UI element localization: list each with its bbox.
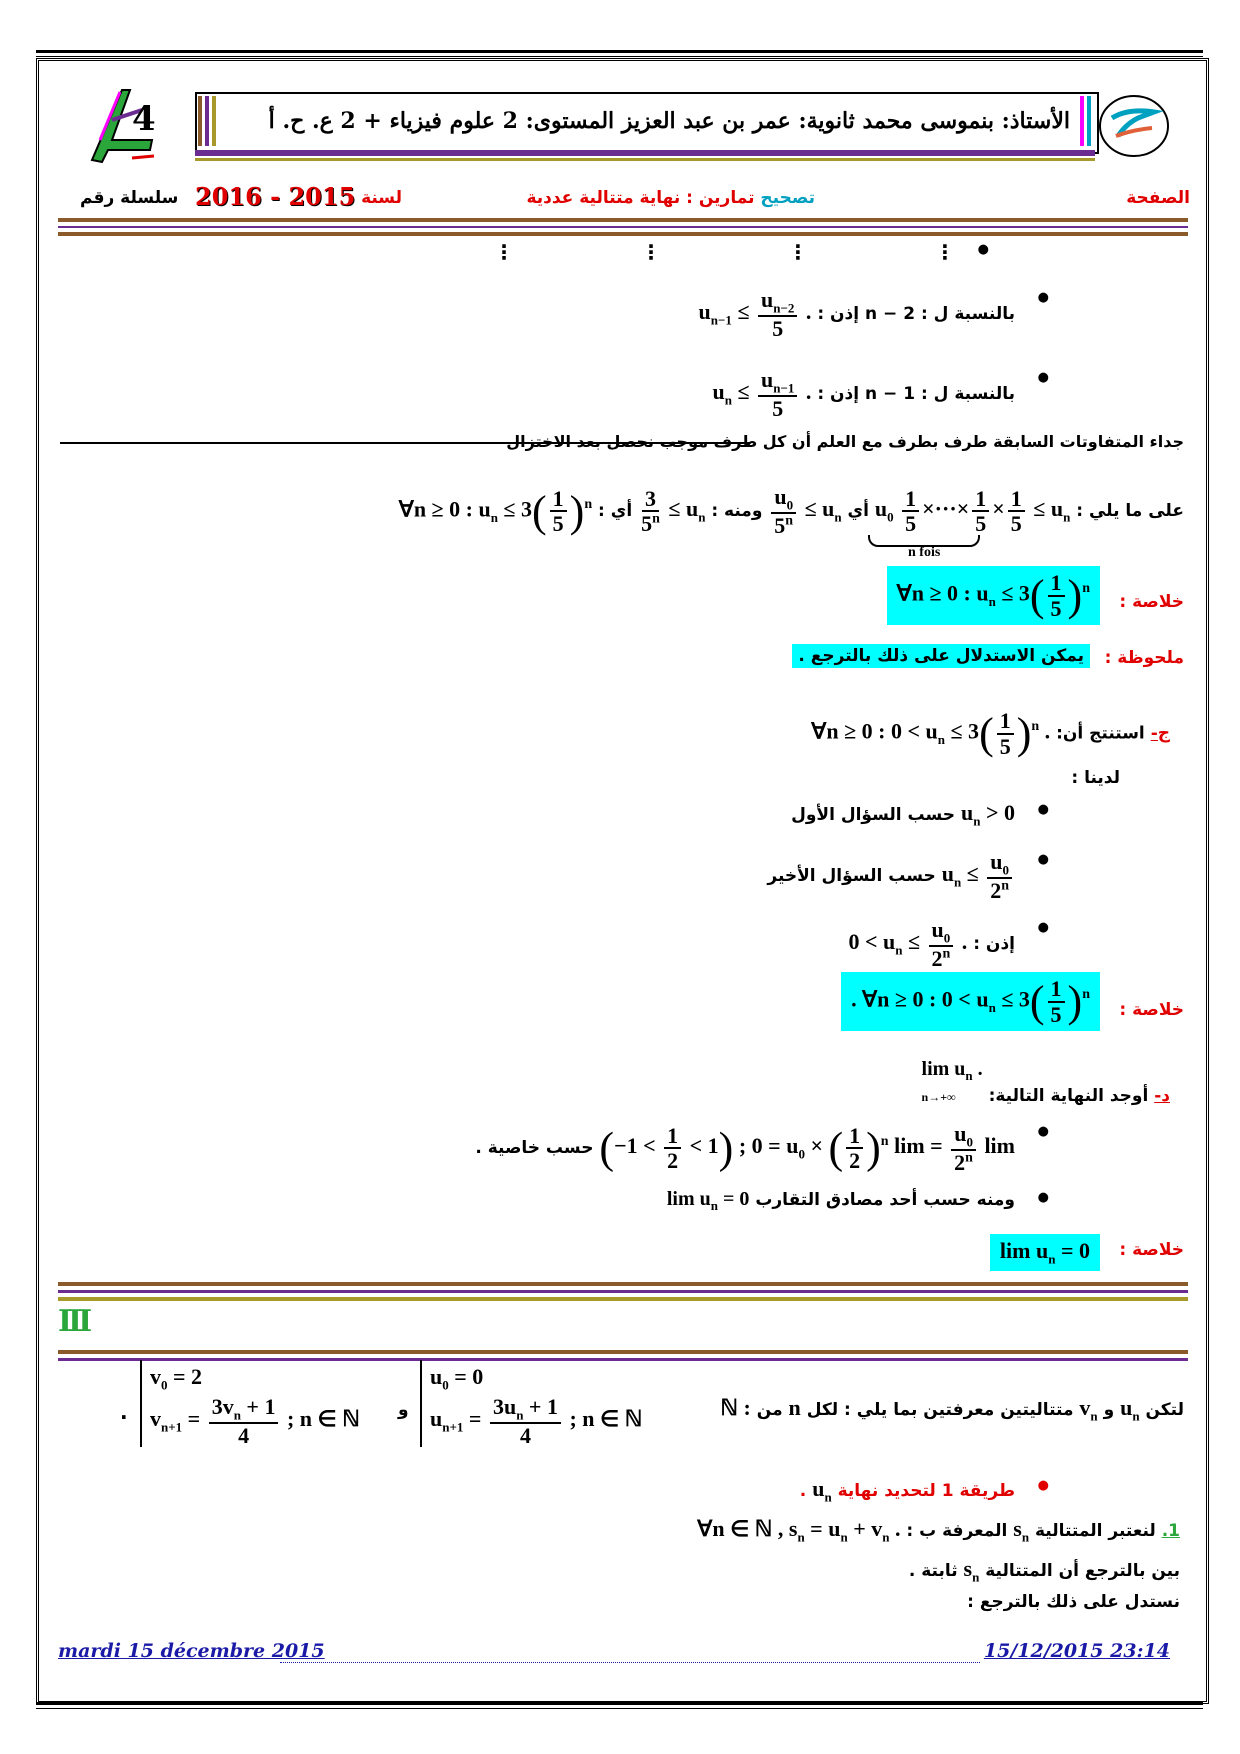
bullet-dots: ⋮ ⋮ ⋮ ⋮ ●	[494, 240, 1015, 264]
sep-2	[58, 1290, 1188, 1293]
series-label: سلسلة رقم	[80, 188, 179, 208]
top-rule-thin	[36, 56, 1203, 57]
question-1: 1. لنعتبر المتتالية $s_n$ المعرفة ب : ∀n ∈ ℕ , $s_n = u_n + v_n$ .	[697, 1516, 1180, 1545]
page-frame	[36, 58, 1209, 1704]
year-value: 2016 - 2015	[195, 182, 356, 211]
bullet-un-bound: $u_n$ ≤ $\frac{u_0}{2^n}$ حسب السؤال الأخير ●	[767, 850, 1015, 902]
footer-date-left: mardi 15 décembre 2015	[58, 1640, 325, 1662]
footer-datetime-right: 15/12/2015 23:14	[983, 1640, 1170, 1662]
bullet-n-2: بالنسبة ل : n − 2 إذن : $u_{n-1}$ ≤ $\frac{u_{n-2}}{5}$ . ●	[699, 288, 1015, 340]
system-v: $v_0 = 2$ $v_{n+1}$ = $\frac{3v_n + 1}{4}$ ; n ∈ ℕ	[140, 1360, 360, 1447]
system-u: $u_0 = 0$ $u_{n+1}$ = $\frac{3u_n + 1}{4}$ ; n ∈ ℕ	[420, 1360, 642, 1447]
sep-1	[58, 1282, 1188, 1286]
rule-2	[58, 226, 1188, 228]
bullet-n-1: بالنسبة ل : n − 1 إذن : $u_n$ ≤ $\frac{u_{n-1}}{5}$ . ●	[712, 368, 1015, 420]
year-label: لسنة	[361, 188, 402, 208]
rule-1	[58, 218, 1188, 222]
header-underbar-2	[195, 158, 1095, 161]
bullet-comparison: ومنه حسب أحد مصادق التقارب $\lim u_n = 0$ ●	[667, 1188, 1015, 1214]
bullet-limit-calc: (−1 < $\frac{1}{2}$ < 1) ; $0 = u_0$ × ( $\frac{1}{2}$ )$^n$ lim = $\frac{u_0}{2^n}$ lim حسب خاصية . ●	[475, 1122, 1015, 1174]
exercise-marker: III	[58, 1304, 89, 1339]
page-label: الصفحة	[1126, 188, 1190, 208]
conclusion-3-label: خلاصة :	[1119, 1240, 1184, 1260]
svg-text:4: 4	[132, 99, 156, 139]
subject-line: تصحيح تمارين : نهاية متتالية عددية	[526, 188, 815, 208]
header-underbar	[195, 150, 1095, 156]
product-text: جداء المتفاوتات السابقة طرف بطرف مع العلم أن كل طرف موجب نحصل بعد الاختزال	[506, 432, 1184, 451]
and-between-systems: و	[398, 1400, 409, 1420]
note-text: يمكن الاستدلال على ذلك بالترجع .	[792, 644, 1090, 668]
part-c: ج- استنتج أن: ∀n ≥ 0 : $0 < u_n \le 3$( $\frac{1}{5}$ )$^n$ .	[811, 708, 1170, 759]
logo-right	[1098, 90, 1170, 162]
bottom-rule	[36, 1702, 1203, 1705]
footer-dotted-rule	[280, 1662, 980, 1663]
method-1: طريقة 1 لتحديد نهاية $u_n$ . ●	[800, 1476, 1015, 1505]
conclusion-2-label: خلاصة :	[1119, 1000, 1184, 1020]
bullet-un-positive: $u_n > 0$ حسب السؤال الأول ●	[791, 800, 1015, 829]
bullet-hence: إذن : $0 < u_n$ ≤ $\frac{u_0}{2^n}$ . ●	[848, 918, 1015, 970]
note-label: ملحوظة :	[1104, 648, 1184, 668]
sep-3	[58, 1297, 1188, 1301]
top-rule	[36, 50, 1203, 53]
bottom-rule-thin	[36, 1708, 1203, 1709]
system-end-dot: .	[120, 1400, 128, 1424]
question-1-show: بين بالترجع أن المتتالية $s_n$ ثابتة .	[908, 1556, 1180, 1585]
part-d: د- أوجد النهاية التالية: $\lim u_n$ . n→+∞	[921, 1058, 1170, 1106]
sep-4	[58, 1350, 1188, 1354]
conclusion-1-label: خلاصة :	[1119, 592, 1184, 612]
conclusion-1-box: ∀n ≥ 0 : $u_n \le 3$( $\frac{1}{5}$ )$^n$	[887, 566, 1100, 625]
rule-3	[58, 232, 1188, 236]
conclusion-2-box: . ∀n ≥ 0 : $0 < u_n \le 3$( $\frac{1}{5}$ )$^n$	[841, 972, 1100, 1031]
n-fois-label: n fois	[908, 545, 941, 560]
result-line: على ما يلي : $u_0$ $\frac{1}{5}$ ×···× $\frac{1}{5}$ × $\frac{1}{5}$ ≤ $u_n$ أي $\frac{u_0}{5^n}$ ≤ $u_n$ ومنه : $\frac{3}{5^n}$ ≤ $u_n$ أي : ∀n ≥ 0 : $u_n \le 3$( $\frac{1}{5}$ )$^n$	[398, 484, 1184, 539]
we-have: لدينا :	[1071, 768, 1120, 788]
let-line: لتكن $u_n$ و $v_n$ متتاليتين معرفتين بما يلي : لكل n من ℕ :	[720, 1395, 1184, 1424]
question-1-proof: نستدل على ذلك بالترجع :	[967, 1592, 1180, 1612]
page-title: الأستاذ: بنموسى محمد ثانوية: عمر بن عبد العزيز المستوى: 2 علوم فيزياء + 2 ع. ح. أ	[268, 108, 1070, 134]
conclusion-3-box: $\lim u_n = 0$	[990, 1234, 1100, 1271]
logo-left	[72, 80, 167, 170]
